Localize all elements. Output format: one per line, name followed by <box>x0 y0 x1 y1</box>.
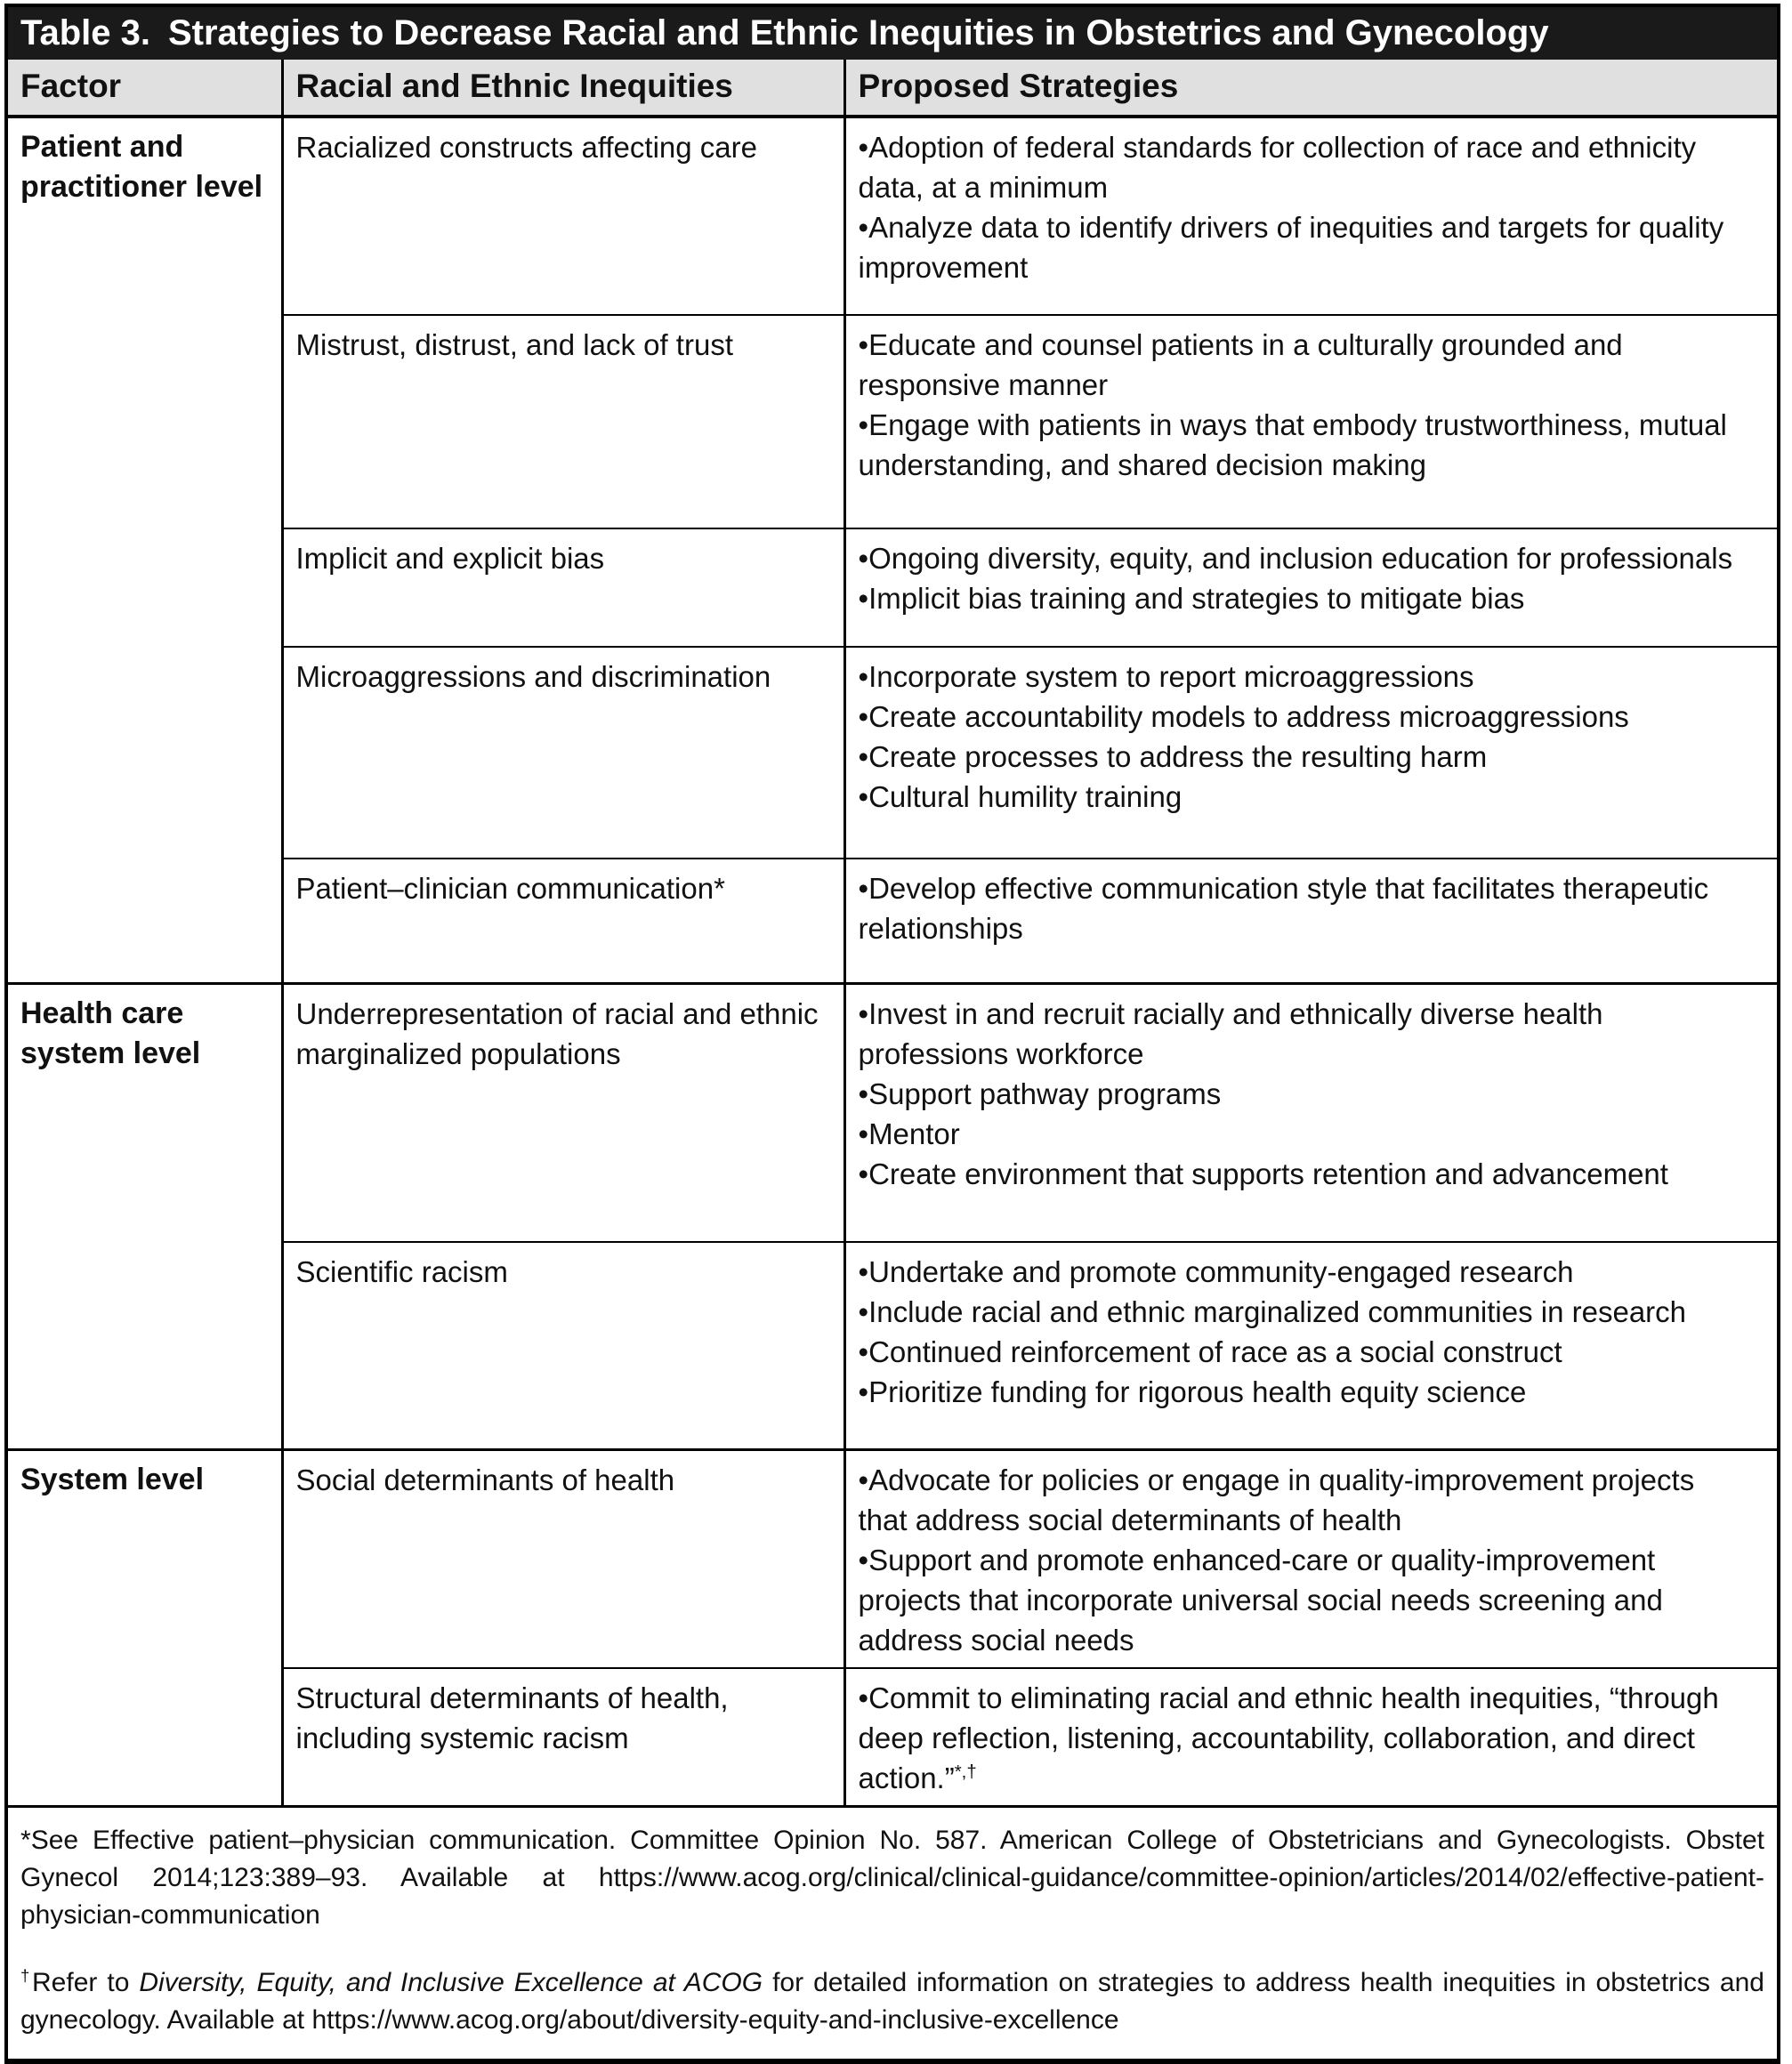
strategy-item: • Support and promote enhanced-care or quality-improvement projects that incorporate universal social needs screening and address social needs <box>859 1540 1744 1660</box>
strategy-item: • Engage with patients in ways that embody trustworthiness, mutual understanding, and shared decision making <box>859 405 1744 485</box>
inequity-cell: Scientific racism <box>282 1242 844 1449</box>
inequity-cell: Mistrust, distrust, and lack of trust <box>282 315 844 528</box>
table-title <box>8 7 1777 60</box>
strategies-cell <box>844 859 1777 983</box>
strategy-item: • Analyze data to identify drivers of inequities and targets for quality improvement <box>859 207 1744 287</box>
strategy-item: • Create accountability models to address microaggressions <box>859 697 1744 737</box>
strategy-item: • Prioritize funding for rigorous health equity science <box>859 1372 1744 1412</box>
strategy-item: • Invest in and recruit racially and ethnically diverse health professions workforce <box>859 994 1744 1074</box>
strategy-item: • Include racial and ethnic marginalized communities in research <box>859 1292 1744 1332</box>
footnotes-section <box>8 1805 1777 2059</box>
strategy-item: • Incorporate system to report microaggressions <box>859 657 1744 697</box>
table-number: Table 3. <box>20 13 150 52</box>
col-header-inequities: Racial and Ethnic Inequities <box>282 60 844 117</box>
footnote-text: Diversity, Equity, and Inclusive Excellence at ACOG <box>139 1967 763 1997</box>
footnote-text: Refer to <box>32 1967 140 1997</box>
strategies-cell <box>844 1449 1777 1668</box>
inequity-cell: Implicit and explicit bias <box>282 528 844 647</box>
strategies-cell <box>844 117 1777 315</box>
strategies-cell <box>844 1242 1777 1449</box>
header-row <box>8 60 1777 117</box>
strategy-item: • Undertake and promote community-engaged research <box>859 1252 1744 1292</box>
footnote <box>20 1964 1764 2039</box>
strategy-item: • Create processes to address the resulting harm <box>859 737 1744 777</box>
table-3 <box>4 4 1780 2064</box>
inequity-cell: Microaggressions and discrimination <box>282 647 844 859</box>
strategy-item: • Advocate for policies or engage in quality-improvement projects that address social determinants of health <box>859 1460 1744 1540</box>
strategies-cell <box>844 983 1777 1242</box>
footnote-reference: *,† <box>954 1761 977 1782</box>
footnote-marker: † <box>20 1965 33 1985</box>
footnote-text: See Effective patient–physician communication. Committee Opinion No. 587. American College of Obstetricians and Gynecologists. Obstet Gynecol 2014;123:389–93. Available at https://www.acog.org/clinical/clinical-guidance/committee-opinion/articles/2014/02/effective-patient-physician-communication <box>20 1825 1764 1930</box>
strategy-item: • Continued reinforcement of race as a social construct <box>859 1332 1744 1372</box>
strategy-item: • Educate and counsel patients in a culturally grounded and responsive manner <box>859 325 1744 405</box>
inequity-cell: Structural determinants of health, including systemic racism <box>282 1668 844 1805</box>
strategy-item: • Implicit bias training and strategies to mitigate bias <box>859 578 1744 618</box>
footnote-text: for detailed information on strategies to address health inequities in obstetrics and gynecology. Available at https://www.acog.org/about/diversity-equity-and-inclusive-excellence <box>20 1967 1764 2035</box>
footnote <box>20 1822 1764 1934</box>
table-title-text: Strategies to Decrease Racial and Ethnic Inequities in Obstetrics and Gynecology <box>167 13 1549 52</box>
strategy-item: • Develop effective communication style that facilitates therapeutic relationships <box>859 868 1744 948</box>
strategy-item: • Ongoing diversity, equity, and inclusion education for professionals <box>859 538 1744 578</box>
strategies-table <box>8 60 1777 1805</box>
strategy-item: • Commit to eliminating racial and ethnic health inequities, “through deep reflection, listening, accountability, collaboration, and direct action.”*,† <box>859 1678 1744 1798</box>
factor-cell: Health care system level <box>8 983 282 1449</box>
col-header-factor: Factor <box>8 60 282 117</box>
strategy-item: • Support pathway programs <box>859 1074 1744 1114</box>
inequity-cell: Patient–clinician communication* <box>282 859 844 983</box>
inequity-cell: Racialized constructs affecting care <box>282 117 844 315</box>
table-row <box>8 1449 1777 1668</box>
strategy-item: • Mentor <box>859 1114 1744 1154</box>
strategy-item: • Adoption of federal standards for collection of race and ethnicity data, at a minimum <box>859 127 1744 207</box>
table-row <box>8 117 1777 315</box>
inequity-cell: Underrepresentation of racial and ethnic marginalized populations <box>282 983 844 1242</box>
strategy-item: • Cultural humility training <box>859 777 1744 817</box>
strategy-item: • Create environment that supports retention and advancement <box>859 1154 1744 1194</box>
table-row <box>8 983 1777 1242</box>
strategies-cell <box>844 647 1777 859</box>
factor-cell: System level <box>8 1449 282 1805</box>
col-header-strategies: Proposed Strategies <box>844 60 1777 117</box>
strategies-cell <box>844 315 1777 528</box>
footnote-marker: * <box>20 1825 31 1855</box>
strategies-cell <box>844 1668 1777 1805</box>
strategies-cell <box>844 528 1777 647</box>
inequity-cell: Social determinants of health <box>282 1449 844 1668</box>
factor-cell: Patient and practitioner level <box>8 117 282 983</box>
